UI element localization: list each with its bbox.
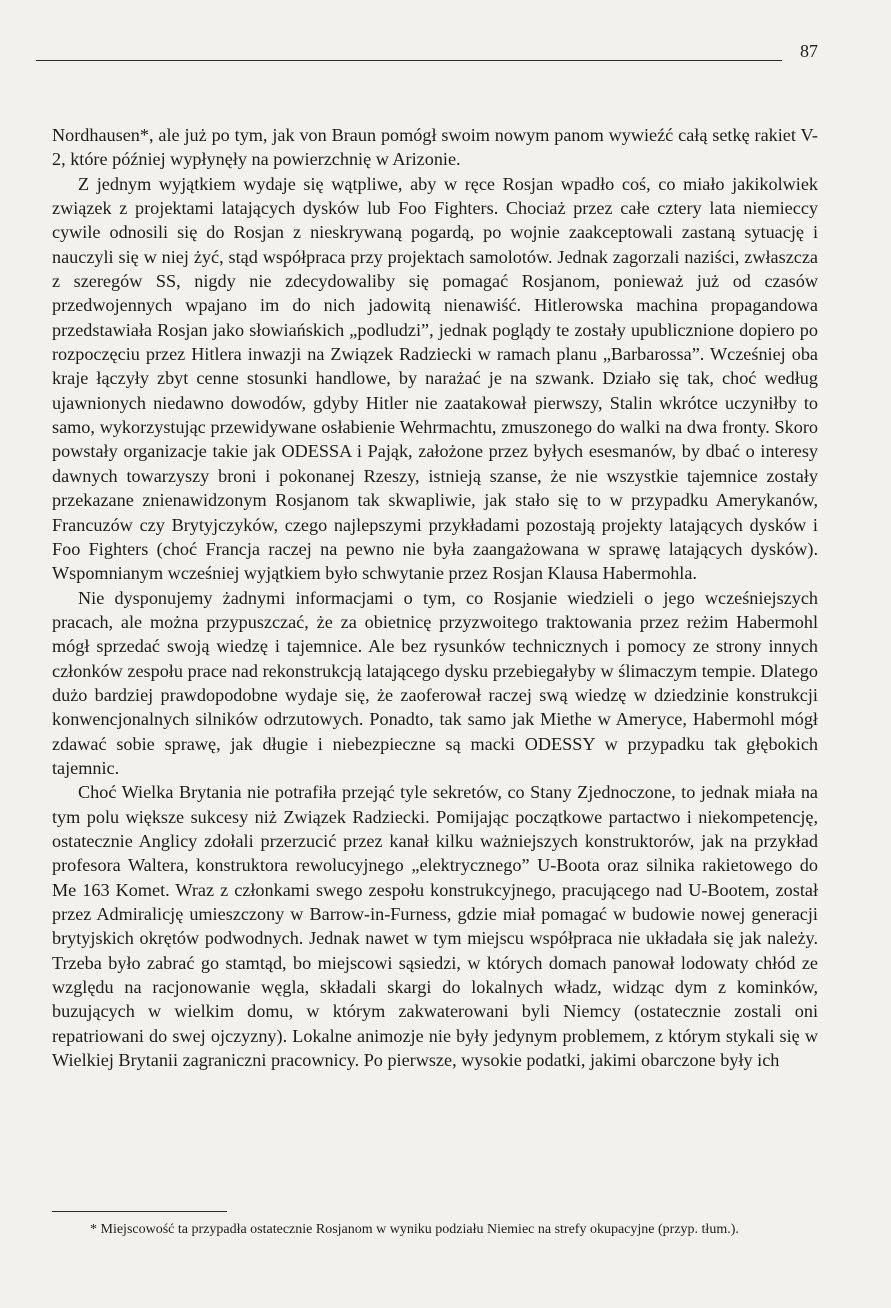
paragraph: Choć Wielka Brytania nie potrafiła przejąć tyle sekretów, co Stany Zjednoczone, to jednak miała na tym polu większe sukcesy niż Związek Radziecki. Pomijając początkowe partactwo i niekompetencję, ostatecznie Anglicy zdołali przerzucić przez kanał kilku ważniejszych konstruktorów, jak na przykład profesora Waltera, konstruktora rewolucyjnego „elektrycznego” U-Boota oraz silnika rakietowego do Me 163 Komet. Wraz z członkami swego zespołu konstrukcyjnego, pracującego nad U-Bootem, został przez Admiralicję umieszczony w Barrow-in-Furness, gdzie miał pomagać w budowie nowej generacji brytyjskich okrętów podwodnych. Jednak nawet w tym miejscu współpraca nie układała się jak należy. Trzeba było zabrać go stamtąd, bo miejscowi sąsiedzi, w których domach panował lodowaty chłód ze względu na racjonowanie węgla, składali skargi do lokalnych władz, widząc dym z kominków, buzujących w wielkim domu, w którym zakwaterowani byli Niemcy (ostatecznie zostali oni repatriowani do swej ojczyzny). Lokalne animozje nie były jedynym problemem, z którym stykali się w Wielkiej Brytanii zagraniczni pracownicy. Po pierwsze, wysokie podatki, jakimi obarczone były ich bbox=[52, 782, 818, 1071]
footnote: * Miejscowość ta przypadła ostatecznie Rosjanom w wyniku podziału Niemiec na strefy okupacyjne (przyp. tłum.). bbox=[90, 1222, 739, 1237]
page-number: 87 bbox=[800, 41, 818, 61]
header-rule bbox=[36, 60, 782, 61]
footnote-rule bbox=[52, 1211, 227, 1212]
paragraph: Nordhausen*, ale już po tym, jak von Braun pomógł swoim nowym panom wywieźć całą setkę rakiet V-2, które później wypłynęły na powierzchnię w Arizonie. bbox=[52, 125, 818, 170]
body-text bbox=[52, 123, 818, 1072]
paragraph: Nie dysponujemy żadnymi informacjami o tym, co Rosjanie wiedzieli o jego wcześniejszych pracach, ale można przypuszczać, że za obietnicę przyzwoitego traktowania przez reżim Habermohl mógł sprzedać swoją wiedzę i tajemnice. Ale bez rysunków technicznych i pomocy ze strony innych członków zespołu prace nad rekonstrukcją latającego dysku przebiegałyby w ślimaczym tempie. Dlatego dużo bardziej prawdopodobne wydaje się, że zaoferował raczej swą wiedzę w dziedzinie konstrukcji konwencjonalnych silników odrzutowych. Ponadto, tak samo jak Miethe w Ameryce, Habermohl mógł zdawać sobie sprawę, jak długie i niebezpieczne są macki ODESSY w przypadku tak głębokich tajemnic. bbox=[52, 587, 818, 778]
paragraph: Z jednym wyjątkiem wydaje się wątpliwe, aby w ręce Rosjan wpadło coś, co miało jakikolwiek związek z projektami latających dysków lub Foo Fighters. Chociaż przez całe cztery lata niemieccy cywile odnosili się do Rosjan z nieskrywaną pogardą, po wojnie zaakceptowali zastaną sytuację i nauczyli się w niej żyć, stąd współpraca przy projektach samolotów. Jednak zagorzali naziści, zwłaszcza z szeregów SS, nigdy nie zdecydowaliby się pomagać Rosjanom, ponieważ już od czasów przedwojennych wpajano im do nich jadowitą nienawiść. Hitlerowska machina propagandowa przedstawiała Rosjan jako słowiańskich „podludzi”, jednak poglądy te zostały upublicznione dopiero po rozpoczęciu przez Hitlera inwazji na Związek Radziecki w ramach planu „Barbarossa”. Wcześniej oba kraje łączyły zbyt cenne stosunki handlowe, by narażać je na szwank. Działo się tak, choć według ujawnionych niedawno dowodów, gdyby Hitler nie zaatakował pierwszy, Stalin wkrótce uczyniłby to samo, wykorzystując przewidywane osłabienie Wehrmachtu, zmuszonego do walki na dwa fronty. Skoro powstały organizacje takie jak ODESSA i Pająk, założone przez byłych esesmanów, by dbać o interesy dawnych towarzyszy broni i pokonanej Rzeszy, istnieją szanse, że nie wszystkie tajemnice zostały przekazane znienawidzonym Rosjanom tak skwapliwie, jak stało się to w przypadku Amerykanów, Francuzów czy Brytyjczyków, czego najlepszymi przykładami pozostają projekty latających dysków i Foo Fighters (choć Francja raczej na pewno nie była zaangażowana w sprawę latających dysków). Wspomnianym wcześniej wyjątkiem było schwytanie przez Rosjan Klausa Habermohla. bbox=[52, 173, 818, 584]
